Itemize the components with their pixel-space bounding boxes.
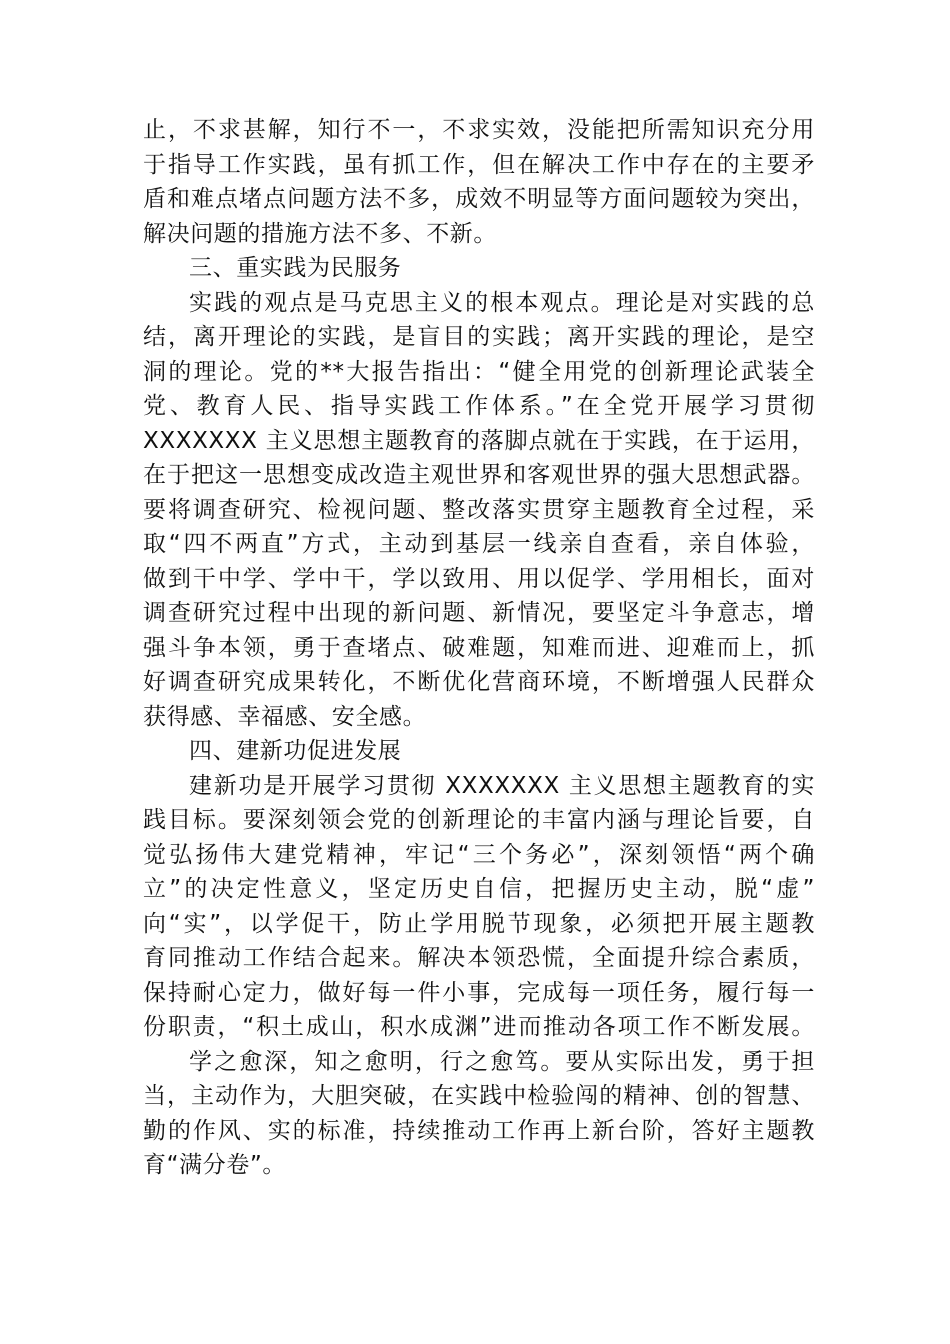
text-line: 结，离开理论的实践，是盲目的实践；离开实践的理论，是空 [143, 324, 815, 350]
document-body [143, 113, 815, 1183]
text-line: 保持耐心定力，做好每一件小事，完成每一项任务，履行每一 [143, 979, 815, 1006]
text-line: 实践的观点是马克思主义的根本观点。理论是对实践的总 [189, 289, 815, 316]
text-line: 于指导工作实践，虽有抓工作，但在解决工作中存在的主要矛 [143, 151, 815, 178]
text-line: 育“满分卷”。 [143, 1152, 287, 1178]
text-line: 向“实”，以学促干，防止学用脱节现象，必须把开展主题教 [143, 910, 815, 937]
text-line: 获得感、幸福感、安全感。 [143, 703, 427, 730]
text-line: 觉弘扬伟大建党精神，牢记“三个务必”，深刻领悟“两个确 [143, 841, 815, 868]
text-line: 调查研究过程中出现的新问题、新情况，要坚定斗争意志，增 [143, 600, 815, 626]
paragraph-3 [143, 769, 815, 1045]
text-line: 育同推动工作结合起来。解决本领恐慌，全面提升综合素质， [143, 945, 815, 971]
paragraph-2 [143, 286, 815, 735]
text-line: 勤的作风、实的标准，持续推动工作再上新台阶，答好主题教 [143, 1117, 815, 1144]
text-line: 洞的理论。党的**大报告指出：“健全用党的创新理论武装全 [143, 358, 815, 385]
text-line: 要将调查研究、检视问题、整改落实贯穿主题教育全过程，采 [143, 496, 815, 523]
text-line: 止，不求甚解，知行不一，不求实效，没能把所需知识充分用 [143, 117, 815, 143]
section-heading-4: 四、建新功促进发展 [189, 738, 402, 764]
text-line: 取“四不两直”方式，主动到基层一线亲自查看，亲自体验， [143, 531, 815, 557]
text-line: 强斗争本领，勇于查堵点、破难题，知难而进、迎难而上，抓 [143, 634, 815, 661]
text-line: 份职责，“积土成山，积水成渊”进而推动各项工作不断发展。 [143, 1014, 815, 1040]
text-line: 在于把这一思想变成改造主观世界和客观世界的强大思想武器。 [143, 462, 815, 488]
text-line: XXXXXXX 主义思想主题教育的落脚点就在于实践，在于运用， [143, 427, 815, 454]
text-line: 践目标。要深刻领会党的创新理论的丰富内涵与理论旨要，自 [143, 807, 815, 833]
paragraph-1 [143, 113, 815, 251]
paragraph-4 [143, 1045, 815, 1183]
text-line: 当，主动作为，大胆突破，在实践中检验闯的精神、创的智慧、 [143, 1083, 815, 1109]
text-line: 建新功是开展学习贯彻 XXXXXXX 主义思想主题教育的实 [189, 772, 815, 799]
text-line: 做到干中学、学中干，学以致用、用以促学、学用相长，面对 [143, 565, 815, 592]
text-line: 立”的决定性意义，坚定历史自信，把握历史主动，脱“虚” [143, 876, 815, 902]
text-line: 好调查研究成果转化，不断优化营商环境，不断增强人民群众 [143, 669, 815, 695]
text-line: 党、教育人民、指导实践工作体系。”在全党开展学习贯彻 [143, 393, 815, 419]
text-line: 盾和难点堵点问题方法不多，成效不明显等方面问题较为突出， [143, 186, 815, 212]
text-line: 解决问题的措施方法不多、不新。 [143, 220, 497, 247]
text-line: 学之愈深，知之愈明，行之愈笃。要从实际出发，勇于担 [189, 1048, 815, 1075]
section-heading-3: 三、重实践为民服务 [189, 255, 402, 281]
